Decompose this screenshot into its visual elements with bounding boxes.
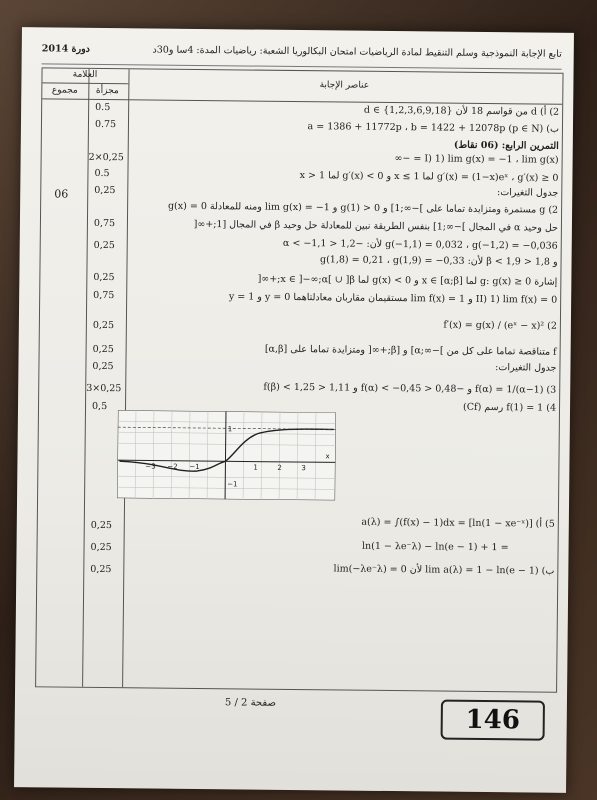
answer-line: 2) f′(x) = g(x) / (eˣ − x)² [443,319,557,332]
answer-line: 2) أ) d من قواسم 18 لأن d ∈ {1,2,3,6,9,18} [363,104,560,118]
line-mark: 0.5 [95,101,111,114]
line-mark: 0.75 [94,118,117,131]
answer-line: g′(x) = (1−x)eˣ ، g′(x) ≥ 0 لما x ≤ 1 و g′(x) < 0 لما x > 1 [299,170,559,184]
tick-label: −2 [167,462,178,471]
answer-line: II) 1) lim f(x) = 0 و lim f(x) = 1 مستقيمان مقاربان معادلتاهما y = 0 و y = 1 [228,291,558,306]
answer-line: ب) a = 1386 + 11772p ، b = 1422 + 12078p (p ∈ N) [307,121,560,135]
tick-label: 3 [301,464,306,473]
line-mark: 2×0,25 [88,151,124,164]
total-header: مجموع [51,84,78,96]
axis-label: x [325,452,330,461]
answer-line: = ln(1 − λe⁻λ) − ln(e − 1) + 1 [361,540,509,554]
session-label: دورة 2014 [41,43,90,55]
answer-line: جدول التغيرات: [496,187,559,199]
line-mark: 0,75 [93,217,116,230]
answer-line: I) 1) lim g(x) = −1 ، lim g(x) = −∞ [394,153,559,166]
exam-paper [14,27,574,793]
line-mark: 0,25 [90,541,112,554]
line-mark: 0,25 [94,184,116,197]
answer-line: إشارة g: g(x) ≥ 0 لما x ∈ [α;β] و g(x) < 0 لما x ∈ ]−∞;α[ ∪ ]β;+∞[ [257,273,558,288]
line-mark: 0,25 [92,360,114,373]
answer-line: ب) lim a(λ) = 1 − ln(e − 1) لأن lim(−λe⁻λ) = 0 [333,563,555,577]
answer-line: و 1,8 < β < 1,9 لأن: g(1,8) = 0,21 ، g(1,9) = −0,33 [319,254,558,268]
answer-line: g(−1,1) = 0,032 ، g(−1,2) = −0,036 لأن: −1,2 < α < −1,1 [282,237,558,252]
line-mark: 0,5 [91,400,108,413]
line-mark: 0,25 [93,239,115,252]
answer-line: 5) أ) a(λ) = ∫(f(x) − 1)dx = [ln(1 − xe⁻ˣ)] [361,516,555,530]
answer-line: جدول التغيرات: [495,362,557,374]
line-mark: 0.5 [94,167,110,180]
line-mark: 3×0,25 [86,382,122,395]
tick-label: 2 [277,463,282,472]
line-mark: 0,25 [90,563,112,576]
answer-line: 2) g مستمرة ومتزايدة تماما على ]−∞;1] و g(1) > 0 و lim g(x) = −1 ومنه للمعادلة g(x) = 0 [167,200,559,216]
line-mark: 0,25 [92,319,115,332]
tick-label: 1 [227,425,233,434]
tick-label: −3 [145,462,156,471]
tick-label: −1 [189,462,200,472]
answer-line: حل وحيد α في المجال ]−∞;1] بنفس الطريقة نبين للمعادلة حل وحيد β في المجال [1;+∞[ [193,218,558,234]
elements-header: عناصر الإجابة [319,80,370,91]
page-header [42,41,562,69]
partial-header: مجزأة [95,85,119,96]
exercise-title: التمرين الرابع: (06 نقاط) [453,139,559,152]
header-title: تابع الإجابة النموذجية وسلم التنقيط لمادة الرياضيات امتحان البكالوريا الشعبة: رياضيات المدة: 4سا و30د [152,44,562,60]
page-box-number: 146 [441,700,545,741]
line-mark: 0,25 [90,519,112,532]
line-mark: 0,25 [92,343,114,356]
page-number: صفحة 2 / 5 [224,697,277,709]
tick-label: 1 [253,463,258,472]
answer-line: f متناقصة تماما على كل من ]−∞;α] و [β;+∞[ ومتزايدة تماما على [α,β] [264,343,557,358]
function-graph [117,410,336,500]
line-mark: 0,25 [93,271,115,284]
answer-line: 3) f(α) = 1/(α−1) و −0,48 < f(α) < −0,45 و 1,11 < f(β) < 1,25 [263,381,557,396]
total-mark: 06 [54,187,69,201]
line-mark: 0,75 [93,289,115,302]
tick-label: −1 [227,480,238,489]
marks-header: العلامة [72,69,98,80]
answer-line: 4) f(1) = 1 رسم (Cf) [463,401,557,414]
